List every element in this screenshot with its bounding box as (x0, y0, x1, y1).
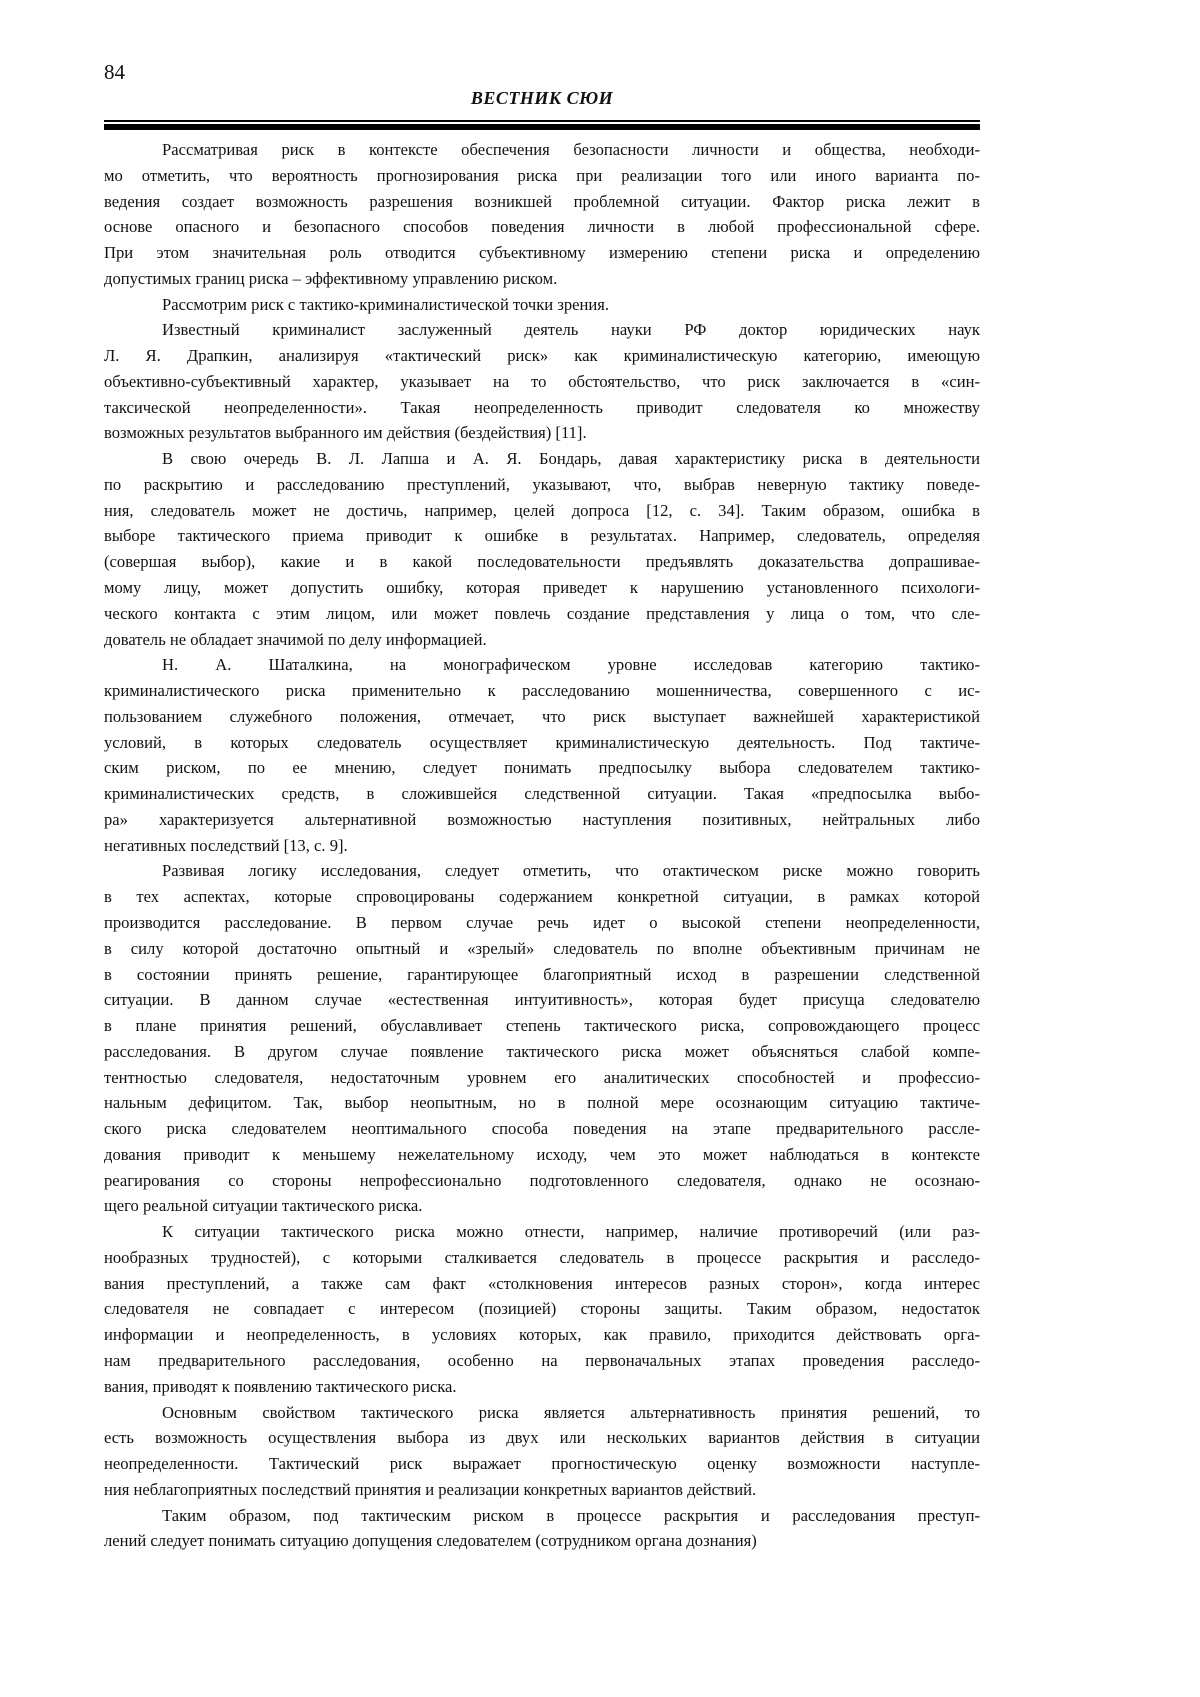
text-line: в силу которой достаточно опытный и «зрелый» следователь по вполне объективным причинам не (104, 938, 980, 958)
text-line: Основным свойством тактического риска является альтернативность принятия решений, то (162, 1402, 980, 1422)
text-line: выборе тактического приема приводит к ошибке в результатах. Например, следователь, определяя (104, 526, 980, 546)
paragraph (104, 317, 980, 446)
paragraph (104, 652, 980, 858)
text-line: неопределенности. Тактический риск выражает прогностическую оценку возможности наступле- (104, 1454, 980, 1474)
text-line: следователя не совпадает с интересом (позицией) стороны защиты. Таким образом, недостаток (104, 1299, 980, 1319)
paragraph (104, 446, 980, 652)
divider-thick-rule (104, 124, 980, 130)
text-line: ведения создает возможность разрешения возникшей проблемной ситуации. Фактор риска лежит в (104, 191, 980, 211)
text-line: по раскрытию и расследованию преступлений, указывают, что, выбрав неверную тактику поведе- (104, 474, 980, 494)
text-line: нальным дефицитом. Так, выбор неопытным, но в полной мере осознающим ситуацию тактиче- (104, 1093, 980, 1113)
text-line: тентностью следователя, недостаточным уровнем его аналитических способностей и профессио- (104, 1067, 980, 1087)
text-line: возможных результатов выбранного им действия (бездействия) [11]. (104, 423, 587, 443)
text-line: Таким образом, под тактическим риском в процессе раскрытия и расследования преступ- (162, 1505, 980, 1525)
text-line: нам предварительного расследования, особенно на первоначальных этапах проведения расследо- (104, 1350, 980, 1370)
journal-header-title: ВЕСТНИК СЮИ (470, 88, 614, 108)
text-line: В свою очередь В. Л. Лапша и А. Я. Бондарь, давая характеристику риска в деятельности (162, 449, 980, 469)
text-line: есть возможность осуществления выбора из двух или нескольких вариантов действия в ситуации (104, 1428, 980, 1448)
text-line: щего реальной ситуации тактического риска. (104, 1196, 423, 1216)
paragraph (104, 292, 980, 318)
text-line: ческого контакта с этим лицом, или может повлечь создание представления у лица о том, что сле- (104, 603, 980, 623)
text-line: информации и неопределенность, в условиях которых, как правило, приходится действовать орга- (104, 1325, 980, 1345)
text-line: пользованием служебного положения, отмечает, что риск выступает важнейшей характеристикой (104, 706, 980, 726)
text-line: ния неблагоприятных последствий принятия и реализации конкретных вариантов действий. (104, 1479, 757, 1499)
paragraph (104, 137, 980, 292)
text-line: в тех аспектах, которые спровоцированы содержанием конкретной ситуации, в рамках которой (104, 887, 980, 907)
paragraph (104, 1400, 980, 1503)
text-line: ра» характеризуется альтернативной возможностью наступления позитивных, нейтральных либо (104, 809, 980, 829)
text-line: Рассмотрим риск с тактико-криминалистической точки зрения. (162, 294, 610, 314)
text-line: производится расследование. В первом случае речь идет о высокой степени неопределенности, (104, 912, 980, 932)
paragraph (104, 1219, 980, 1399)
text-line: в плане принятия решений, обуславливает степень тактического риска, сопровождающего процесс (104, 1016, 980, 1036)
document-body (104, 137, 980, 1554)
header-divider (104, 120, 980, 130)
text-line: Известный криминалист заслуженный деятель науки РФ доктор юридических наук (162, 320, 980, 340)
text-line: Развивая логику исследования, следует отметить, что отактическом риске можно говорить (162, 861, 980, 881)
text-line: в состоянии принять решение, гарантирующее благоприятный исход в разрешении следственной (104, 964, 980, 984)
text-line: Н. А. Шаталкина, на монографическом уровне исследовав категорию тактико- (162, 655, 980, 675)
page-number: 84 (104, 60, 125, 84)
text-line: условий, в которых следователь осуществляет криминалистическую деятельность. Под тактиче- (104, 732, 980, 752)
text-line: ским риском, по ее мнению, следует понимать предпосылку выбора следователем тактико- (104, 758, 980, 778)
text-line: дователь не обладает значимой по делу информацией. (104, 629, 487, 649)
text-line: Л. Я. Драпкин, анализируя «тактический риск» как криминалистическую категорию, имеющую (104, 346, 980, 366)
text-line: вания преступлений, а также сам факт «столкновения интересов разных сторон», когда интерес (104, 1273, 980, 1293)
text-line: реагирования со стороны непрофессионально подготовленного следователя, однако не осознаю- (104, 1170, 980, 1190)
text-line: нообразных трудностей), с которыми сталкивается следователь в процессе раскрытия и расследо- (104, 1247, 980, 1267)
text-line: вания, приводят к появлению тактического риска. (104, 1376, 457, 1396)
text-line: негативных последствий [13, с. 9]. (104, 835, 348, 855)
text-line: Рассматривая риск в контексте обеспечения безопасности личности и общества, необходи- (162, 140, 980, 159)
text-line: мо отметить, что вероятность прогнозирования риска при реализации того или иного варианта по- (104, 165, 980, 185)
text-line: К ситуации тактического риска можно отнести, например, наличие противоречий (или раз- (162, 1222, 980, 1242)
text-line: криминалистического риска применительно к расследованию мошенничества, совершенного с ис- (104, 681, 980, 701)
text-line: криминалистических средств, в сложившейся следственной ситуации. Такая «предпосылка выбо- (104, 784, 980, 804)
paragraph (104, 858, 980, 1219)
text-line: допустимых границ риска – эффективному управлению риском. (104, 268, 558, 288)
text-line: ситуации. В данном случае «естественная интуитивность», которая будет присуща следователю (104, 990, 980, 1010)
text-line: основе опасного и безопасного способов поведения личности в любой профессиональной сфере. (104, 217, 980, 237)
text-line: лений следует понимать ситуацию допущения следователем (сотрудником органа дознания) (104, 1531, 757, 1551)
text-line: (совершая выбор), какие и в какой последовательности предъявлять доказательства допрашивае- (104, 552, 980, 572)
text-line: При этом значительная роль отводится субъективному измерению степени риска и определению (104, 243, 980, 263)
text-line: объективно-субъективный характер, указывает на то обстоятельство, что риск заключается в «син- (104, 371, 980, 391)
paragraph (104, 1503, 980, 1555)
text-line: расследования. В другом случае появление тактического риска может объясняться слабой компе- (104, 1041, 980, 1061)
text-line: ния, следователь может не достичь, например, целей допроса [12, с. 34]. Таким образом, ошибка в (104, 500, 980, 520)
text-line: ского риска следователем неоптимального способа поведения на этапе предварительного рассле- (104, 1119, 980, 1139)
text-line: дования приводит к меньшему нежелательному исходу, чем это может наблюдаться в контексте (104, 1144, 980, 1164)
text-line: таксической неопределенности». Такая неопределенность приводит следователя ко множеству (104, 397, 980, 417)
text-line: мому лицу, может допустить ошибку, которая приведет к нарушению установленного психологи- (104, 578, 980, 598)
